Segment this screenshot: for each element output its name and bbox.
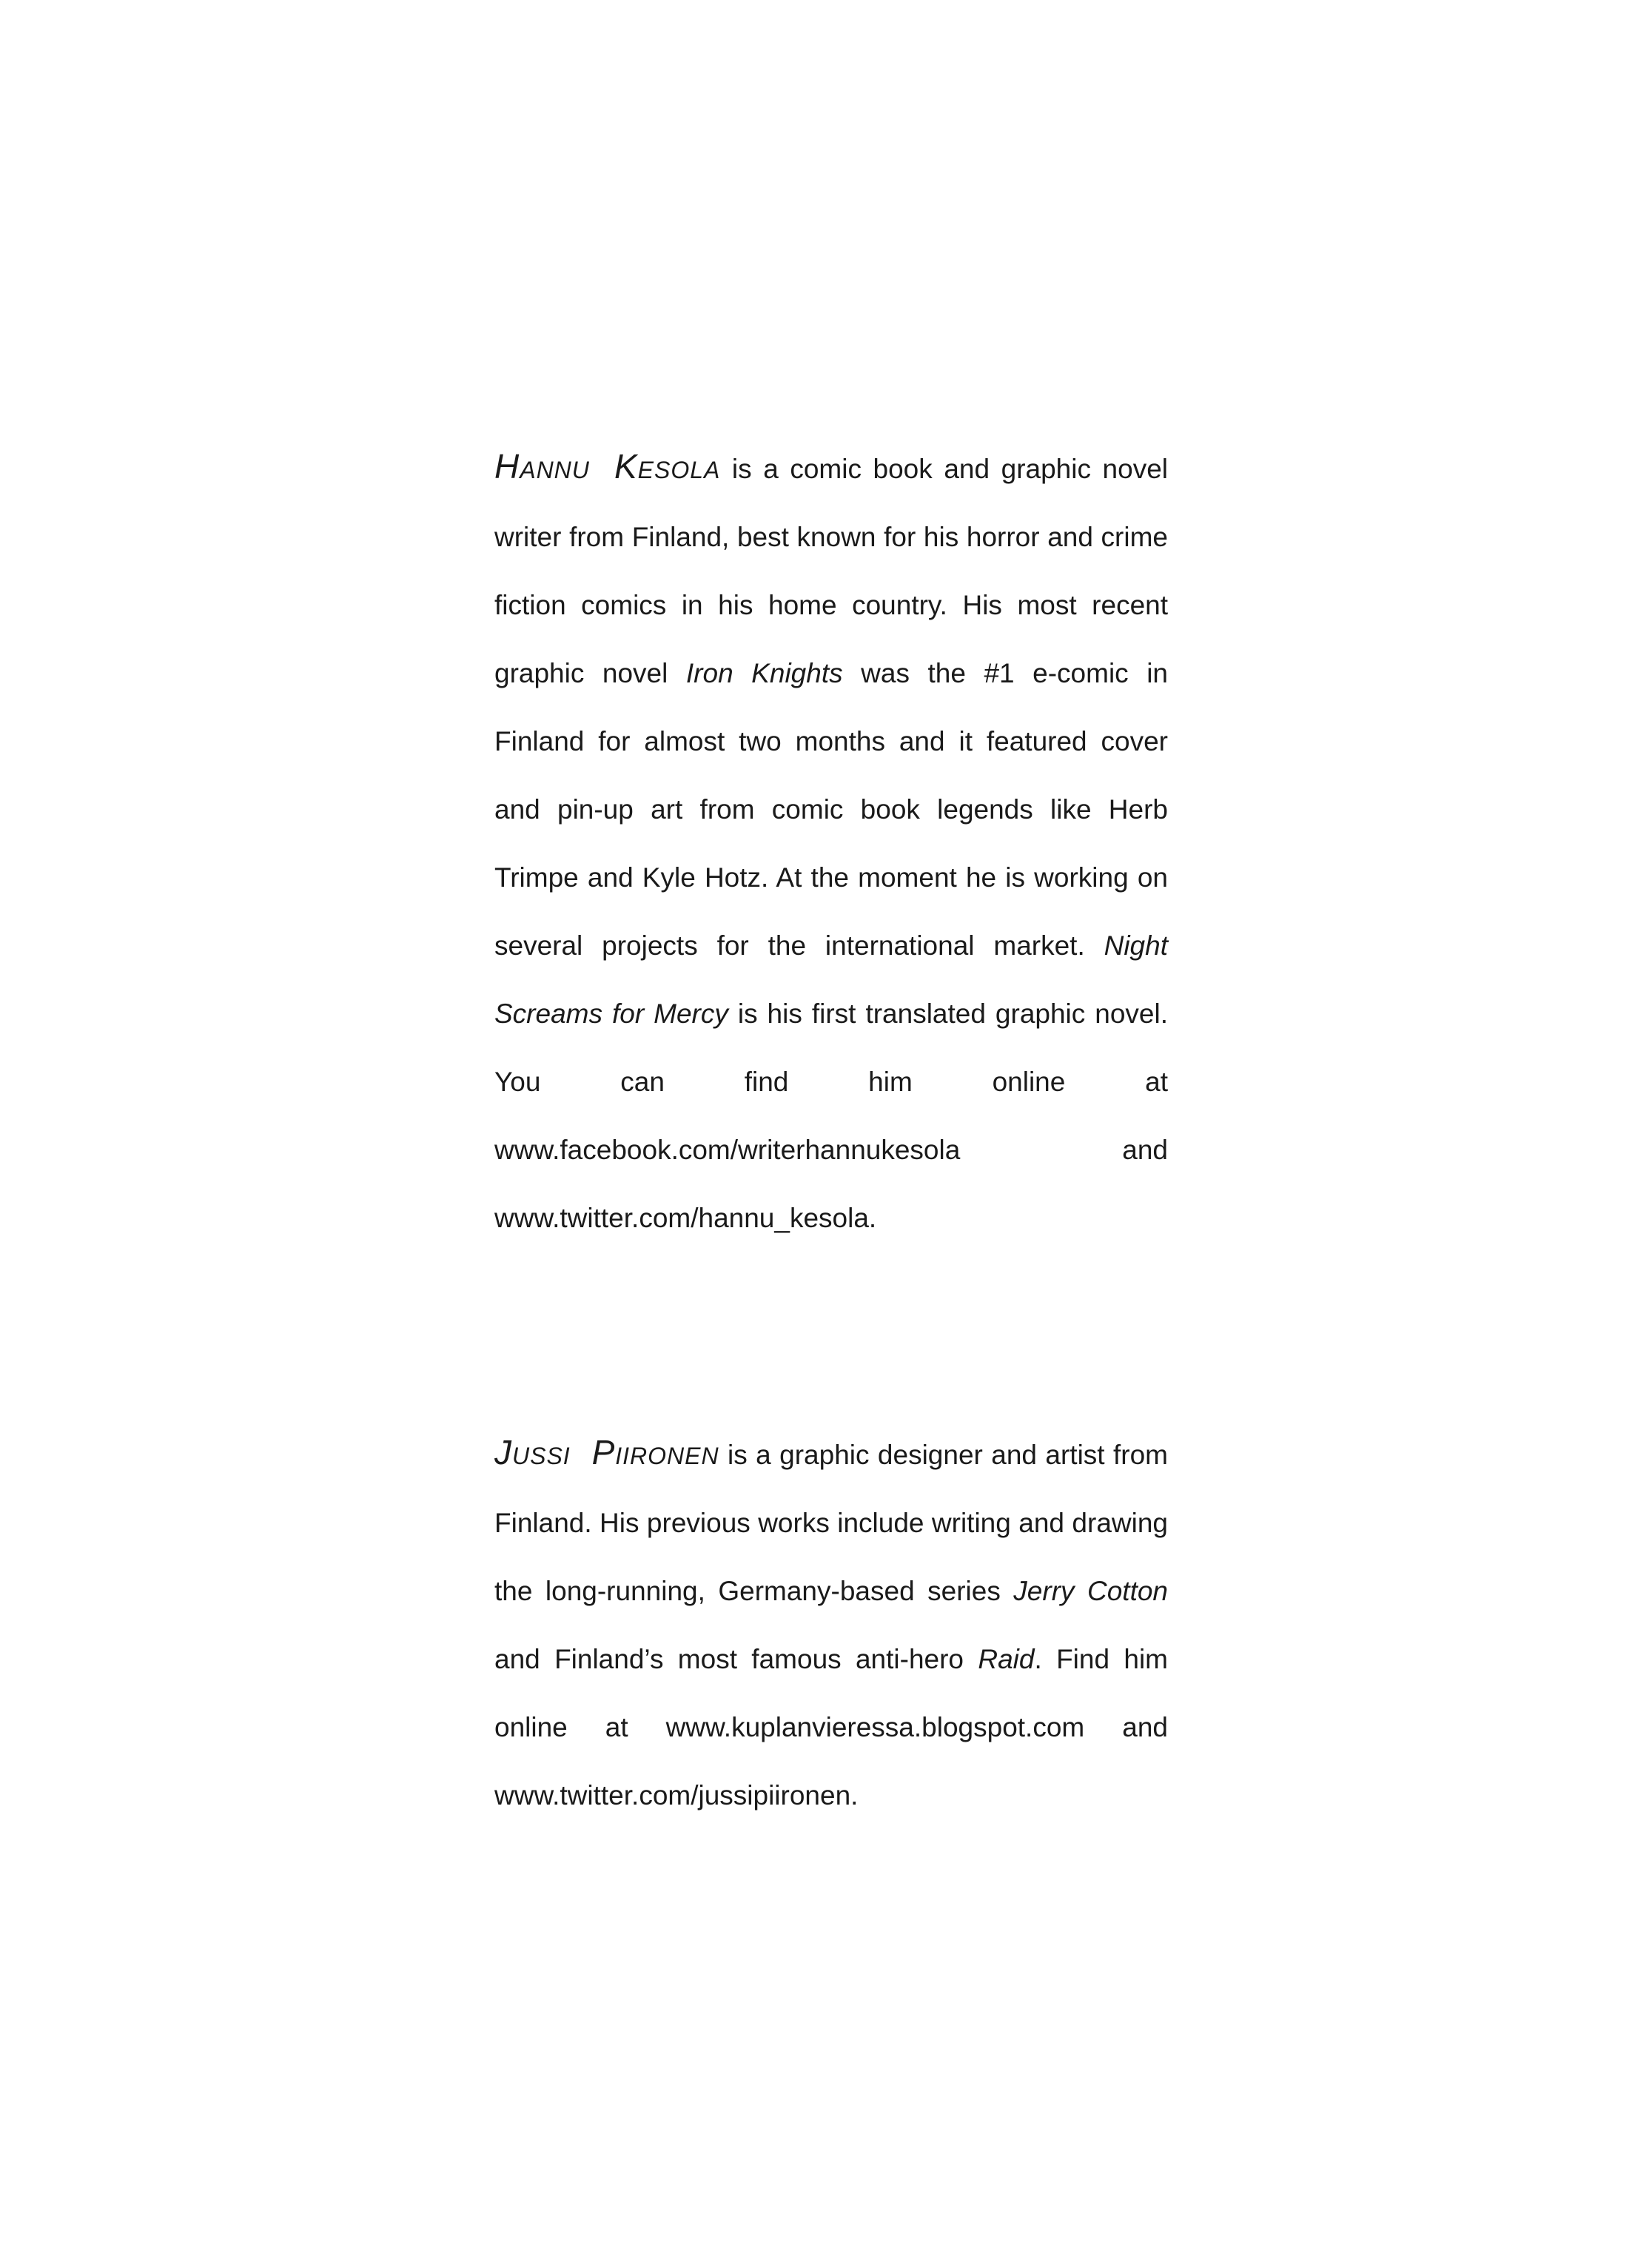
book-title: Iron Knights bbox=[685, 658, 843, 688]
bio-text: . Find him online at www.kuplanvieressa.blogspot.com and www.twitter.com/jussipiironen. bbox=[494, 1644, 1168, 1810]
series-title: Jerry Cotton bbox=[1013, 1576, 1169, 1606]
author-name: Hannu Kesola bbox=[494, 447, 721, 486]
author-bio-jussi-piironen bbox=[494, 1418, 1168, 1830]
series-title: Raid bbox=[978, 1644, 1035, 1674]
author-name: Jussi Piironen bbox=[494, 1433, 719, 1471]
book-title: Night Screams for Mercy bbox=[494, 930, 1168, 1029]
bio-text: is a comic book and graphic novel writer from Finland, best known for his horror and crime fiction comics in his home country. His most recent graphic novel bbox=[494, 454, 1168, 688]
bio-text: and Finland’s most famous anti-hero bbox=[494, 1644, 978, 1674]
bio-text: was the #1 e-comic in Finland for almost two months and it featured cover and pin-up art from comic book legends like Herb Trimpe and Kyle Hotz. At the moment he is working on several projects for the international market. bbox=[494, 658, 1169, 961]
bio-text: is his first translated graphic novel. You can find him online at www.facebook.com/writerhannukesola and www.twitter.com/hannu_kesola. bbox=[494, 999, 1168, 1233]
bio-text: is a graphic designer and artist from Finland. His previous works include writing and drawing the long-running, Germany-based series bbox=[494, 1440, 1168, 1606]
author-bio-hannu-kesola bbox=[494, 432, 1168, 1252]
